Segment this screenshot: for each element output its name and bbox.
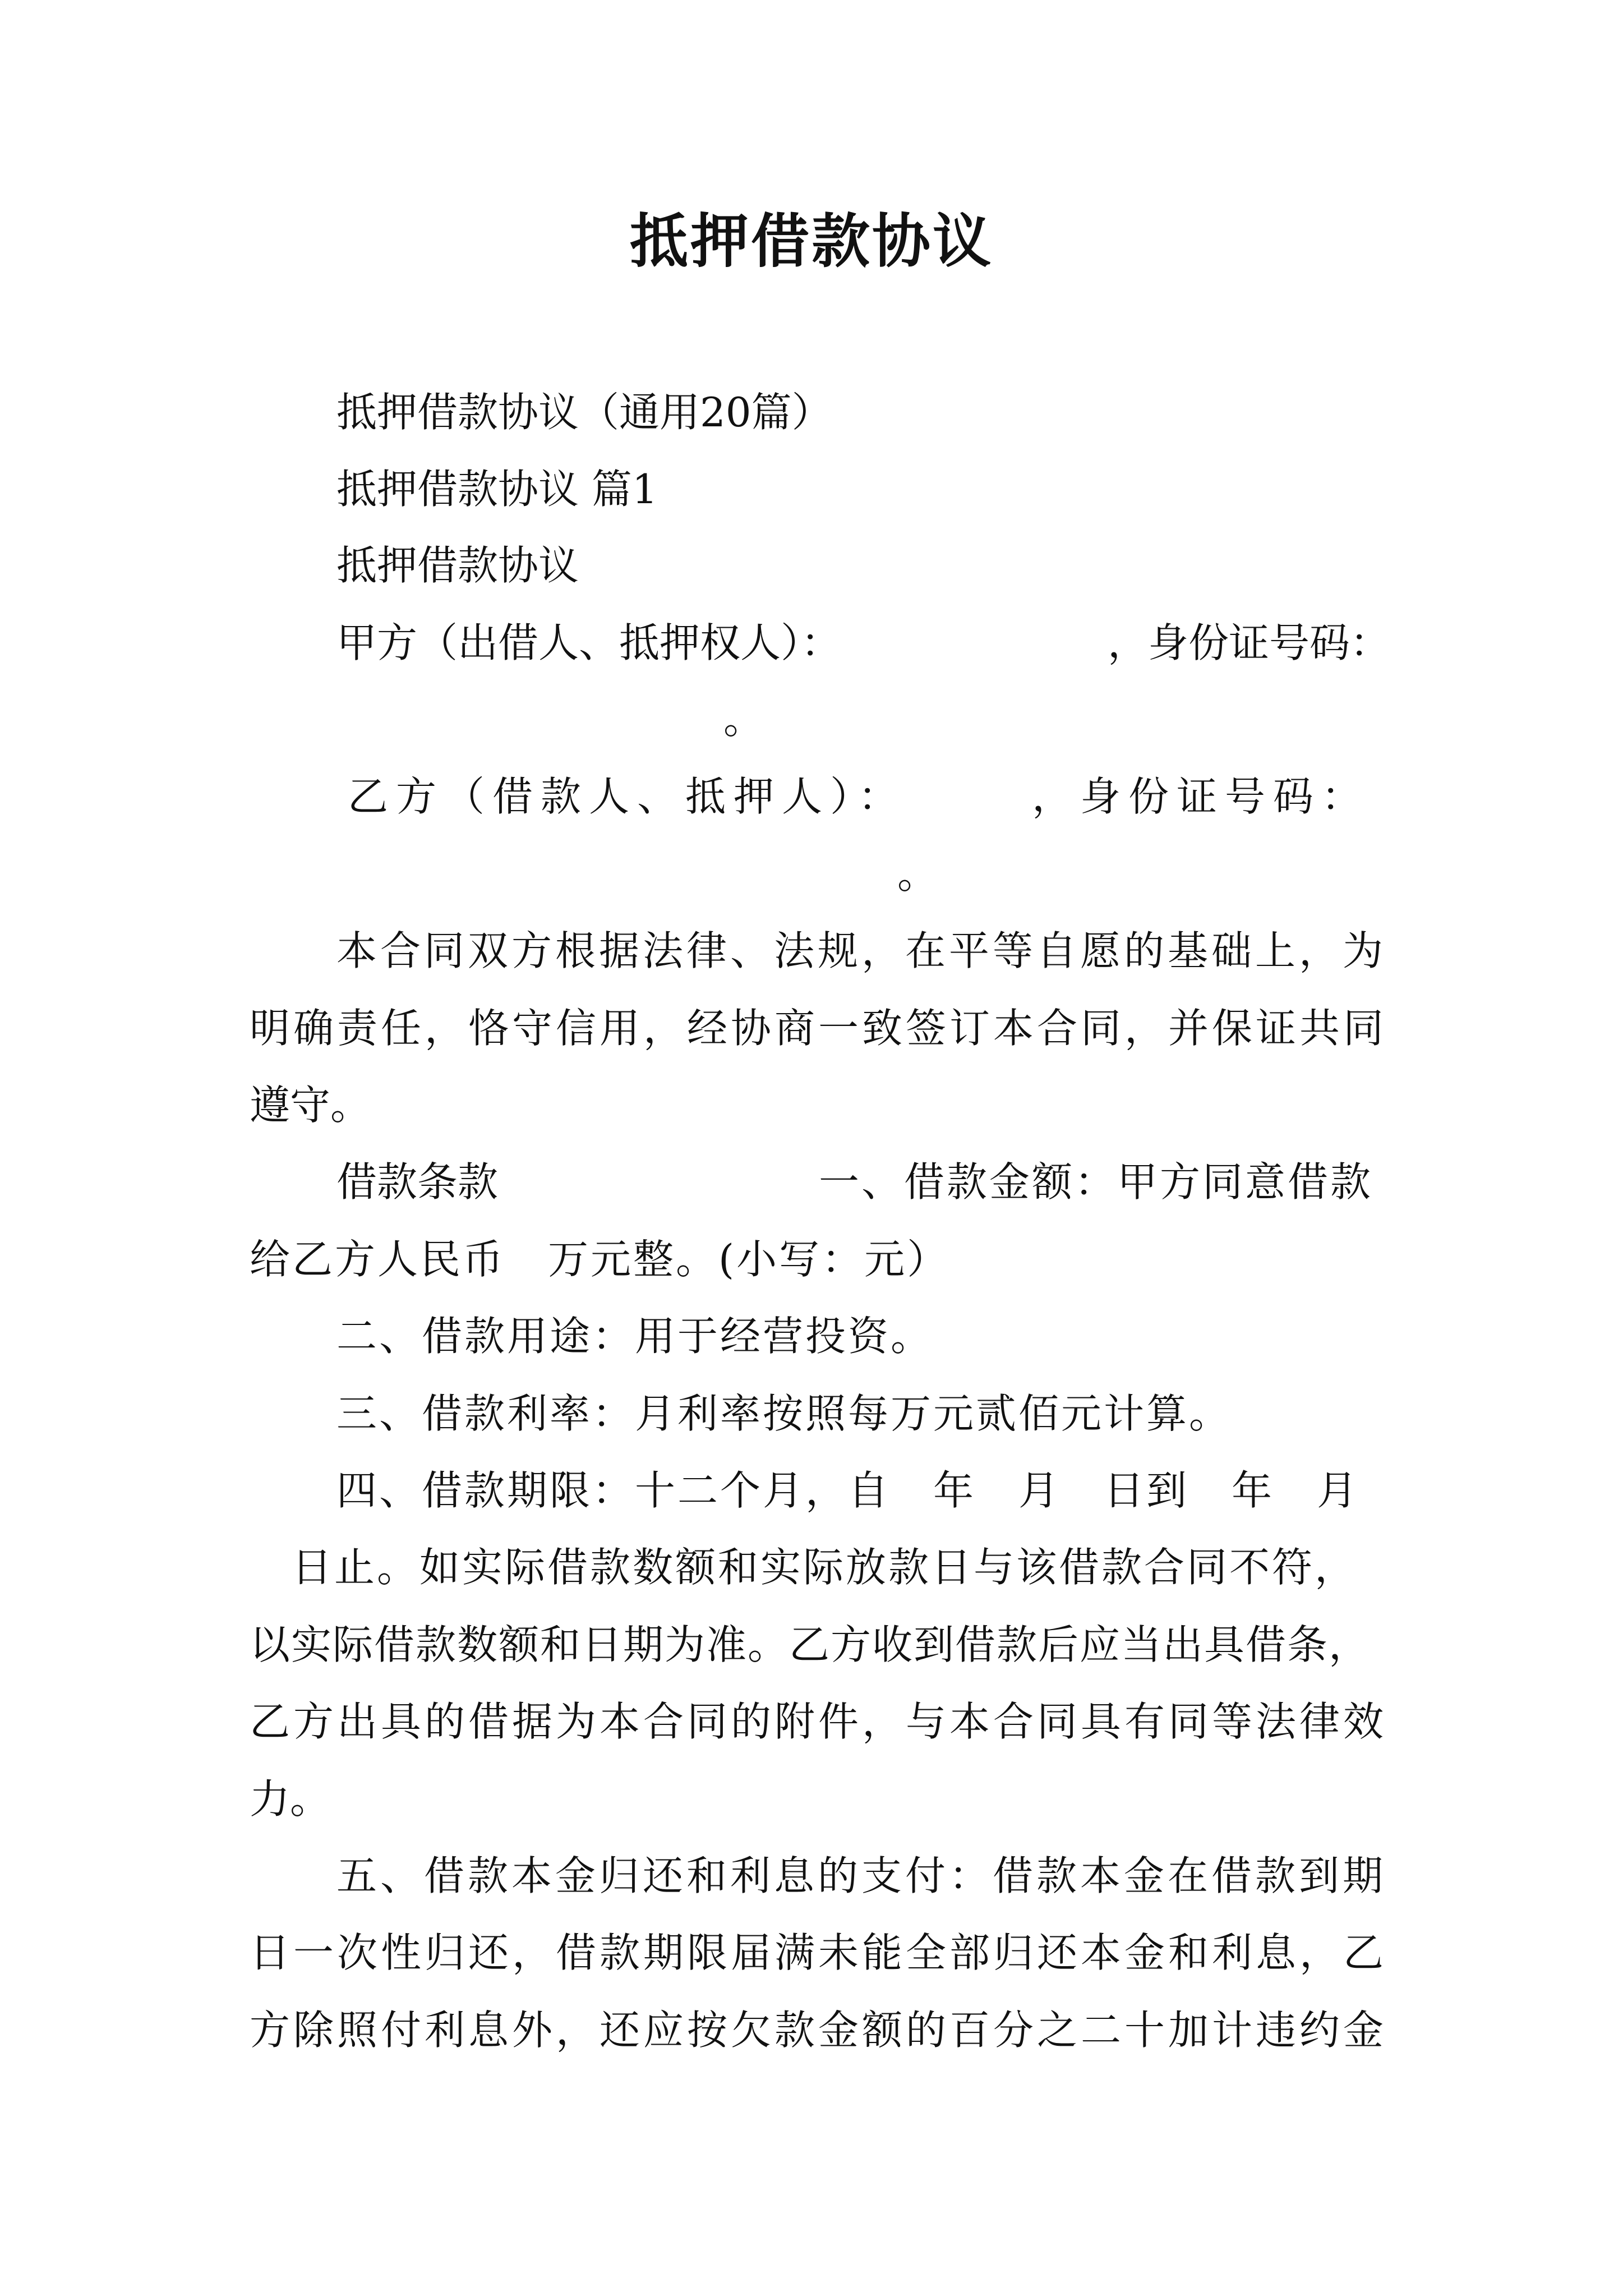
clause-5-line-3: 方除照付利息外，还应按欠款金额的百分之二十加计违约金: [250, 2007, 1387, 2054]
intro-line-1: 本合同双方根据法律、法规，在平等自愿的基础上，为: [336, 927, 1387, 974]
party-a-end: 。: [723, 696, 764, 743]
section-heading: 抵押借款协议 篇1: [336, 466, 658, 513]
party-b-end: 。: [897, 850, 938, 898]
subtitle: 抵押借款协议（通用20篇）: [336, 389, 832, 436]
party-a-label: 甲方（出借人、抵押权人）：: [336, 619, 842, 666]
intro-line-2: 明确责任，恪守信用，经协商一致签订本合同，并保证共同: [250, 1005, 1387, 1052]
intro-line-3: 遵守。: [250, 1082, 371, 1129]
doc-name: 抵押借款协议: [336, 542, 579, 589]
clause-4-line-1: 四、借款期限：十二个月，自 年 月 日到 年 月: [336, 1467, 1360, 1514]
terms-heading: 借款条款: [336, 1158, 499, 1205]
party-a-id-label: ，身份证号码：: [1108, 619, 1391, 666]
clause-1-line-2: 给乙方人民币 万元整。(小写：元）: [250, 1236, 950, 1283]
clause-5-line-2: 日一次性归还，借款期限届满未能全部归还本金和利息，乙: [250, 1929, 1387, 1976]
clause-1-line-1: 一、借款金额：甲方同意借款: [819, 1158, 1373, 1205]
party-b-label: 乙方（借款人、抵押人）：: [348, 773, 907, 820]
clause-4-line-4: 乙方出具的借据为本合同的附件，与本合同具有同等法律效: [250, 1698, 1387, 1745]
document-title: 抵押借款协议: [629, 206, 993, 275]
party-b-id-label: ，身份证号码：: [1032, 773, 1370, 820]
clause-3: 三、借款利率：月利率按照每万元贰佰元计算。: [336, 1390, 1232, 1437]
clause-5-line-1: 五、借款本金归还和利息的支付：借款本金在借款到期: [336, 1852, 1387, 1899]
clause-4-line-5: 力。: [250, 1775, 331, 1823]
clause-4-line-3: 以实际借款数额和日期为准。乙方收到借款后应当出具借条，: [250, 1621, 1371, 1668]
clause-4-line-2: 日止。如实际借款数额和实际放款日与该借款合同不符，: [292, 1544, 1358, 1591]
clause-2: 二、借款用途：用于经营投资。: [336, 1313, 934, 1360]
